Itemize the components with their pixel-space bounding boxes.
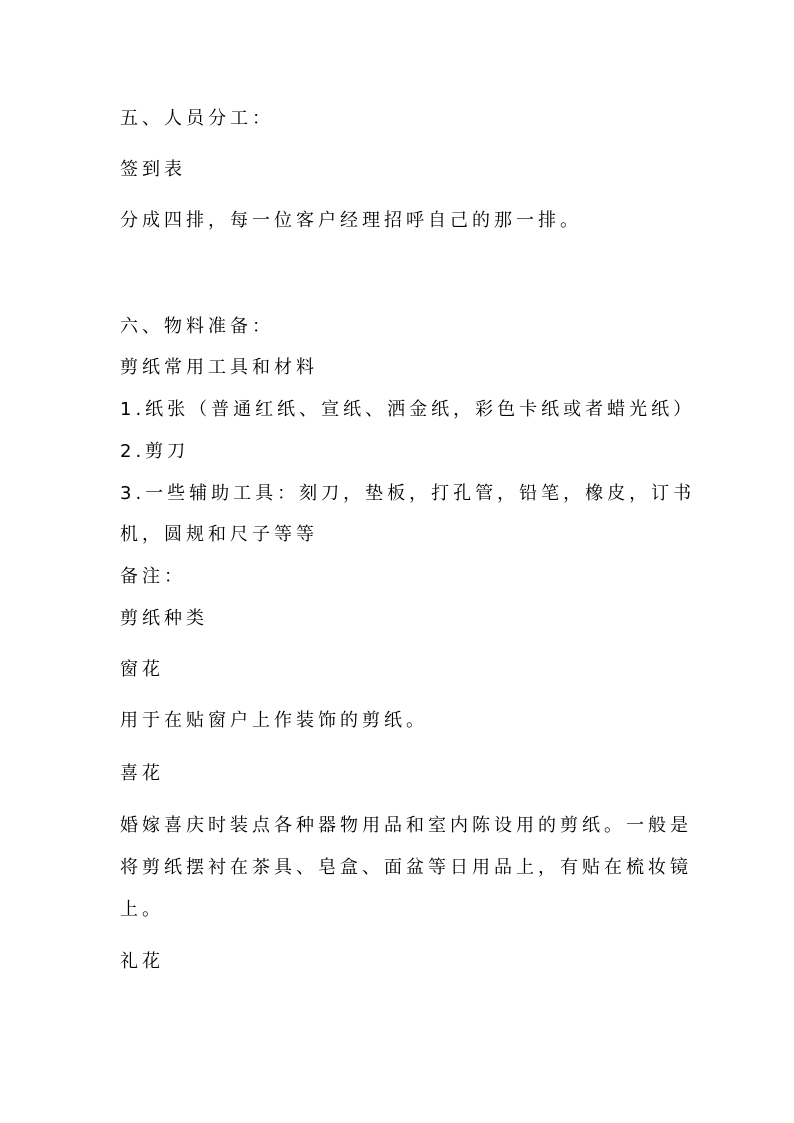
section-6-heading: 六、物料准备： (120, 316, 274, 337)
types-title: 剪纸种类 (120, 608, 208, 629)
tool-item-paper: 1.纸张（普通红纸、宣纸、洒金纸，彩色卡纸或者蜡光纸） (120, 399, 696, 420)
tool-item-aux-line1: 3.一些辅助工具：刻刀，垫板，打孔管，铅笔，橡皮，订书 (120, 483, 696, 504)
happy-flower-desc-line3: 上。 (120, 899, 164, 920)
happy-flower-desc-line1: 婚嫁喜庆时装点各种器物用品和室内陈设用的剪纸。一般是 (120, 815, 692, 836)
happy-flower-title: 喜花 (120, 763, 164, 784)
gift-flower-title: 礼花 (120, 951, 164, 972)
note-label: 备注： (120, 566, 186, 587)
tool-item-aux-line2: 机，圆规和尺子等等 (120, 524, 318, 545)
window-flower-title: 窗花 (120, 659, 164, 680)
tool-item-scissors: 2.剪刀 (120, 441, 190, 462)
happy-flower-desc-line2: 将剪纸摆衬在茶具、皂盒、面盆等日用品上，有贴在梳妆镜 (120, 857, 692, 878)
sign-in-sheet: 签到表 (120, 159, 186, 180)
section-5-heading: 五、人员分工： (120, 108, 274, 129)
seating-arrangement: 分成四排，每一位客户经理招呼自己的那一排。 (120, 210, 582, 231)
tools-title: 剪纸常用工具和材料 (120, 357, 318, 378)
window-flower-desc: 用于在贴窗户上作装饰的剪纸。 (120, 710, 428, 731)
